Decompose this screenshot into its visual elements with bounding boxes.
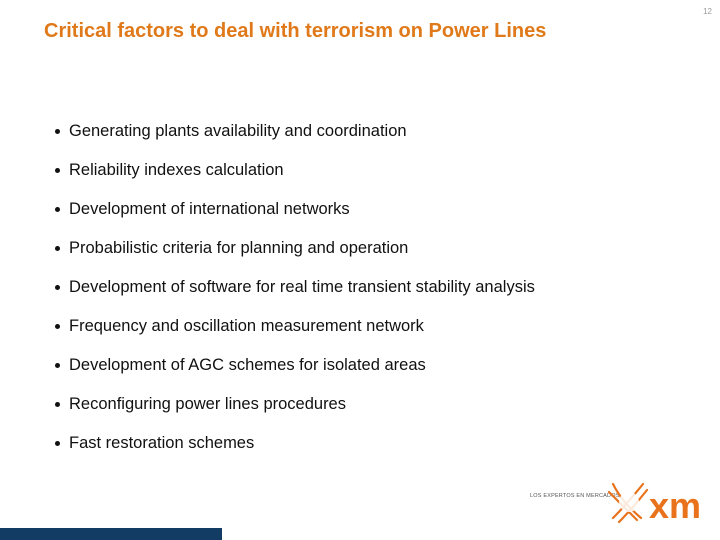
list-item	[52, 307, 535, 346]
bullet-text: Generating plants availability and coordination	[69, 122, 407, 140]
bullet-text: Reconfiguring power lines procedures	[69, 395, 346, 413]
list-item	[52, 190, 535, 229]
logo-tagline: LOS EXPERTOS EN MERCADOS	[530, 493, 620, 499]
list-item	[52, 346, 535, 385]
bullet-icon	[55, 402, 60, 407]
bullet-icon	[55, 441, 60, 446]
slide-title: Critical factors to deal with terrorism on Power Lines	[44, 20, 547, 42]
list-item	[52, 229, 535, 268]
bullet-text: Development of international networks	[69, 200, 350, 218]
footer-bar	[0, 528, 222, 540]
bullet-icon	[55, 129, 60, 134]
bullet-icon	[55, 246, 60, 251]
bullet-text: Frequency and oscillation measurement network	[69, 317, 424, 335]
logo-wordmark: xm	[649, 485, 702, 526]
bullet-text: Fast restoration schemes	[69, 434, 255, 452]
xm-logo-icon	[607, 478, 707, 526]
page-number: 12	[703, 7, 712, 16]
list-item	[52, 385, 535, 424]
company-logo	[530, 478, 710, 528]
bullet-text: Probabilistic criteria for planning and operation	[69, 239, 409, 257]
bullet-icon	[55, 168, 60, 173]
bullet-icon	[55, 285, 60, 290]
bullet-icon	[55, 363, 60, 368]
list-item	[52, 424, 535, 463]
bullet-text: Development of software for real time transient stability analysis	[69, 278, 535, 296]
bullet-list	[52, 112, 535, 463]
bullet-icon	[55, 324, 60, 329]
bullet-icon	[55, 207, 60, 212]
bullet-text: Development of AGC schemes for isolated areas	[69, 356, 426, 374]
list-item	[52, 112, 535, 151]
bullet-text: Reliability indexes calculation	[69, 161, 284, 179]
list-item	[52, 151, 535, 190]
list-item	[52, 268, 535, 307]
